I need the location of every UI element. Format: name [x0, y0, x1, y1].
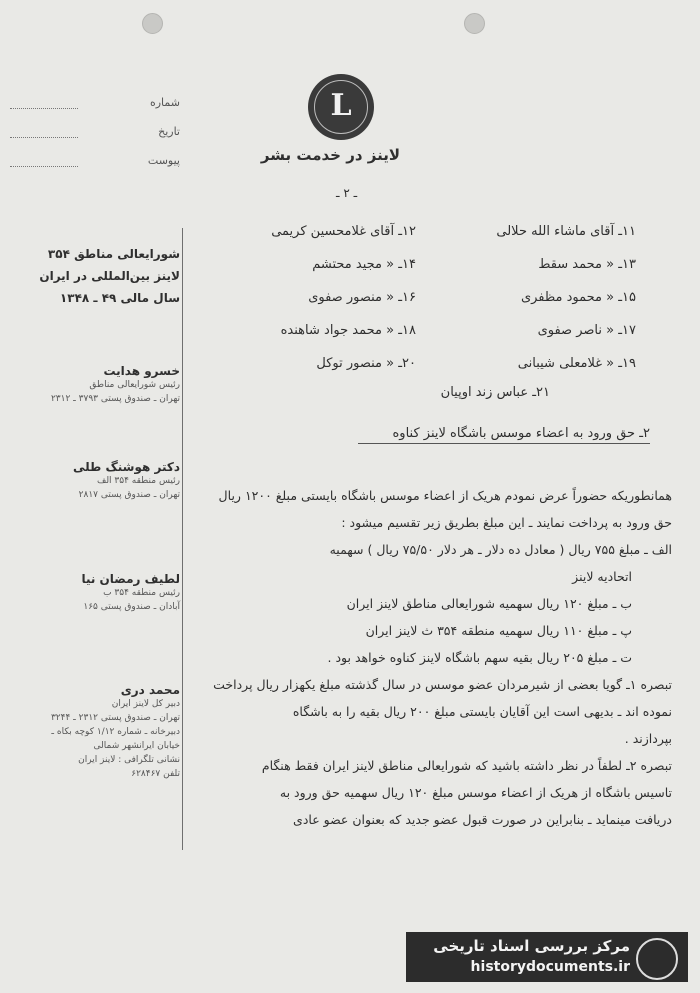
member-line: نشانی تلگرافی : لاینز ایران	[78, 755, 180, 765]
founder-name: ۱۴ـ « مجید محتشم	[312, 257, 416, 272]
body-line: تبصره ۱ـ گویا بعضی از شیرمردان عضو موسس در سال گذشته مبلغ یکهزار ریال پرداخت	[213, 677, 672, 692]
member-line: رئیس منطقه ۳۵۴ ب	[103, 588, 180, 598]
body-line: الف ـ مبلغ ۷۵۵ ریال ( معادل ده دلار ـ هر دلار ۷۵/۵۰ ریال ) سهمیه	[329, 542, 672, 557]
sidebar-member	[10, 572, 180, 614]
attachment-line	[10, 166, 78, 167]
body-line: ت ـ مبلغ ۲۰۵ ریال بقیه سهم باشگاه لاینز کناوه خواهد بود .	[327, 650, 632, 665]
member-line: رئیس منطقه ۳۵۴ الف	[97, 476, 180, 486]
punch-hole-right	[464, 13, 485, 34]
body-line: نموده اند ـ بدیهی است این آقایان بایستی مبلغ ۲۰۰ ریال بقیه را به باشگاه	[292, 704, 672, 719]
body-line: اتحادیه لاینز	[572, 569, 632, 584]
letterhead-motto: لاینز در خدمت بشر	[260, 146, 400, 164]
member-name: خسرو هدایت	[103, 364, 180, 378]
sidebar-member	[10, 364, 180, 406]
member-line: آبادان ـ صندوق پستی ۱۶۵	[83, 602, 180, 612]
body-line: تبصره ۲ـ لطفاً در نظر داشته باشید که شورایعالی مناطق لاینز ایران فقط هنگام	[261, 758, 672, 773]
body-line: ب ـ مبلغ ۱۲۰ ریال سهمیه شورایعالی مناطق لاینز ایران	[346, 596, 632, 611]
member-line: رئیس شورایعالی مناطق	[89, 380, 180, 390]
section-heading: ۲ـ حق ورود به اعضاء موسس باشگاه لاینز کناوه	[358, 426, 650, 444]
council-heading	[14, 243, 180, 309]
founder-name: ۲۰ـ « منصور توکل	[316, 356, 416, 371]
founder-name: ۱۸ـ « محمد جواد شاهنده	[280, 323, 416, 338]
member-name: دکتر هوشنگ طلی	[72, 460, 180, 474]
date-line	[10, 137, 78, 138]
council-line: لاینز بین‌المللی در ایران	[39, 269, 180, 283]
member-line: دبیر کل لاینز ایران	[111, 699, 180, 709]
founder-name: ۱۶ـ « منصور صفوی	[308, 290, 416, 305]
body-line: بپردازند .	[624, 731, 672, 746]
member-name: محمد دری	[120, 683, 180, 697]
sidebar-member	[10, 683, 180, 781]
watermark-title: مرکز بررسی اسناد تاریخی	[433, 937, 630, 955]
logo-letter: L	[330, 88, 352, 123]
sidebar-member	[10, 460, 180, 502]
body-line: دریافت مینماید ـ بنابراین در صورت قبول عضو جدید که بعنوان عضو عادی	[293, 812, 672, 827]
body-line: حق ورود به پرداخت نمایند ـ این مبلغ بطریق زیر تقسیم میشود :	[341, 515, 672, 530]
member-name: لطیف رمضان نیا	[81, 572, 180, 586]
body-line: پ ـ مبلغ ۱۱۰ ریال سهمیه منطقه ۳۵۴ ث لاینز ایران	[365, 623, 632, 638]
attachment-label: پیوست	[147, 154, 180, 167]
council-line: شورایعالی مناطق ۳۵۴	[47, 247, 180, 261]
founder-name: ۱۷ـ « ناصر صفوی	[537, 323, 636, 338]
punch-hole-left	[142, 13, 163, 34]
founder-name: ۱۵ـ « محمود مظفری	[520, 290, 636, 305]
member-line: تهران ـ صندوق پستی ۲۸۱۷	[78, 490, 180, 500]
founder-name-21: ۲۱ـ عباس زند اوپیان	[440, 385, 550, 400]
lions-logo	[308, 74, 374, 140]
watermark-url: historydocuments.ir	[470, 959, 630, 975]
member-line: دبیرخانه ـ شماره ۱/۱۲ کوچه بکاه ـ	[51, 727, 180, 737]
sidebar-divider	[182, 228, 183, 850]
body-line: همانطوریکه حضوراً عرض نمودم هریک از اعضاء موسس باشگاه بایستی مبلغ ۱۲۰۰ ریال	[218, 488, 672, 503]
member-line: تلفن ۶۲۸۴۶۷	[131, 769, 180, 779]
date-label: تاریخ	[158, 125, 180, 138]
number-label: شماره	[149, 96, 180, 109]
archive-watermark	[406, 932, 688, 982]
founder-name: ۱۹ـ « غلامعلی شیبانی	[517, 356, 636, 371]
page-number: ـ ۲ ـ	[336, 186, 358, 200]
member-line: خیابان ایرانشهر شمالی	[93, 741, 180, 751]
founders-list-right	[440, 215, 636, 380]
founder-name: ۱۲ـ آقای غلامحسین کریمی	[271, 224, 416, 239]
founder-name: ۱۳ـ « محمد سقط	[538, 257, 636, 272]
founders-list-left	[216, 215, 416, 380]
letter-body	[188, 482, 672, 833]
body-line: تاسیس باشگاه از هریک از اعضاء موسس مبلغ ۱۲۰ ریال سهمیه حق ورود به	[279, 785, 672, 800]
number-line	[10, 108, 78, 109]
council-line: سال مالی ۴۹ ـ ۱۳۴۸	[59, 291, 180, 305]
founder-name: ۱۱ـ آقای ماشاء الله حلالی	[496, 224, 636, 239]
member-line: تهران ـ صندوق پستی ۳۷۹۳ ـ ۲۳۱۲	[50, 394, 180, 404]
member-line: تهران ـ صندوق پستی ۲۳۱۲ ـ ۳۲۴۴	[50, 713, 180, 723]
archive-logo-icon	[636, 938, 678, 980]
